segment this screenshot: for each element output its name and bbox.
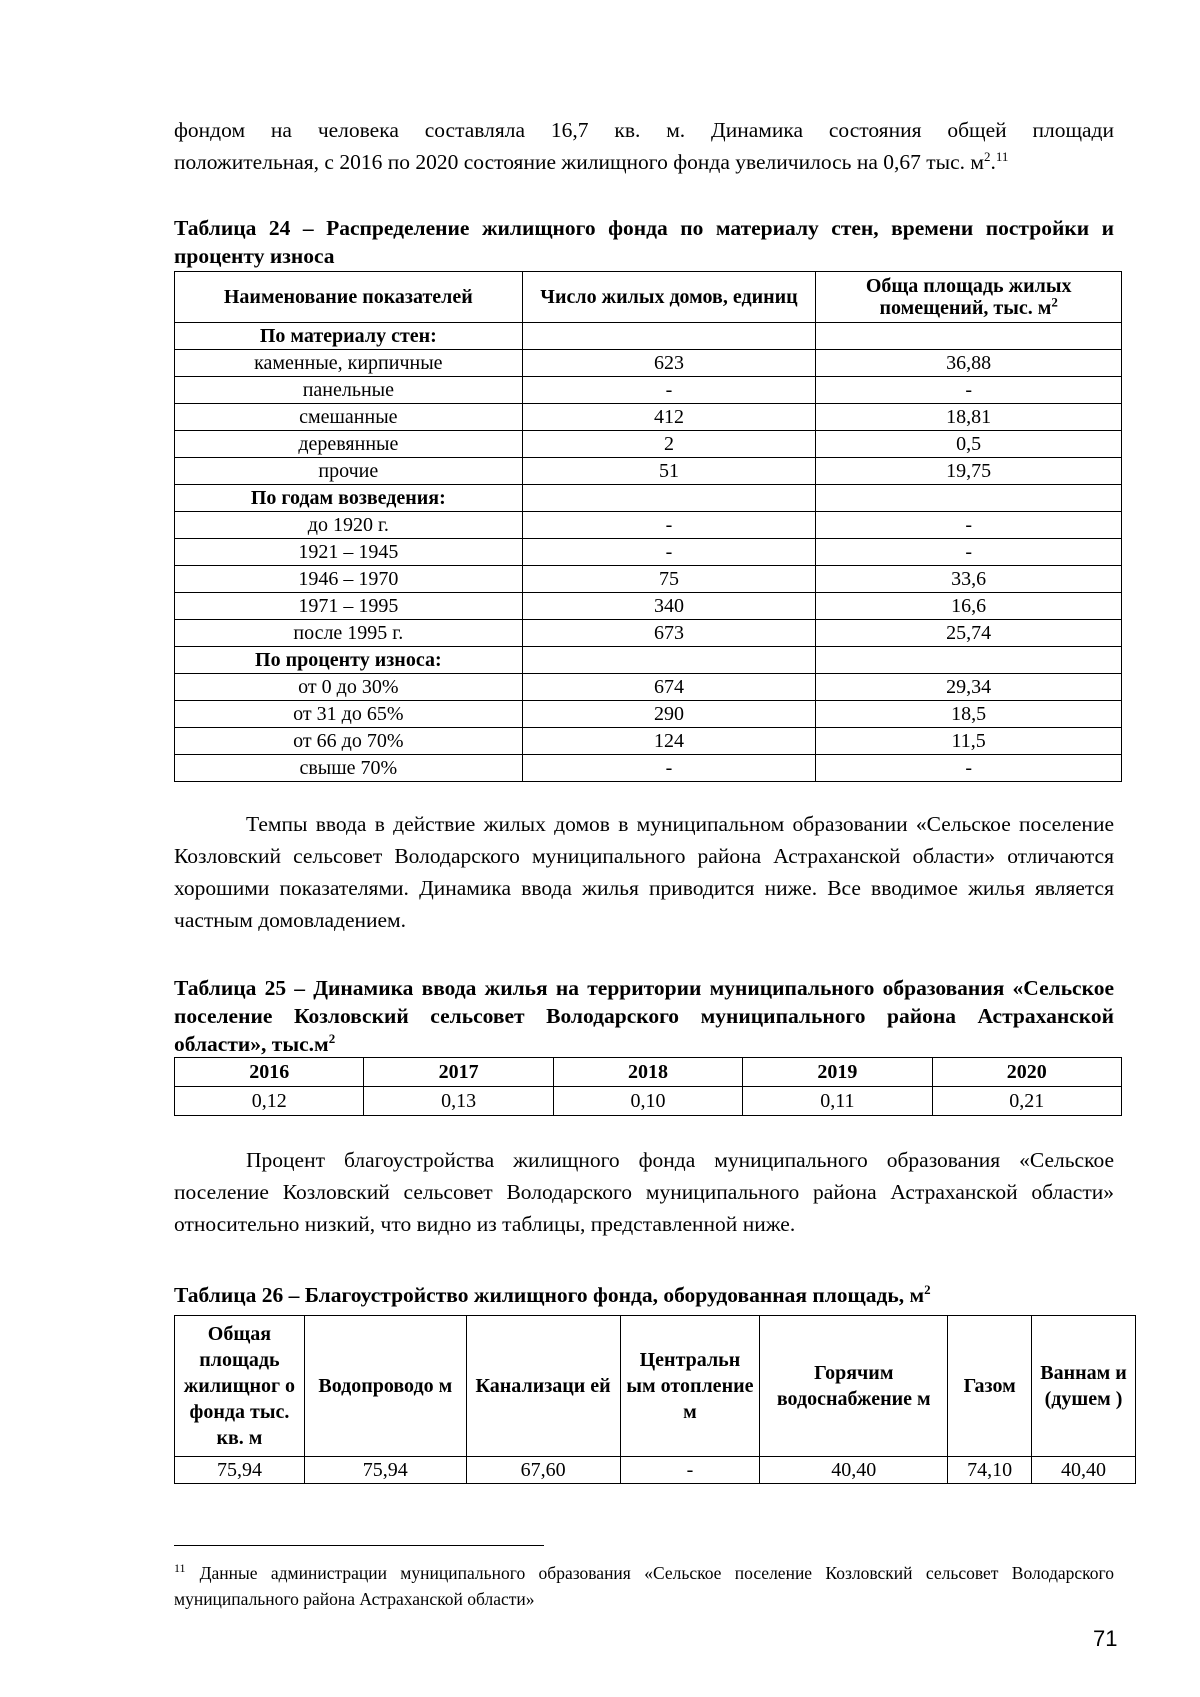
table24-cell-label: панельные — [175, 377, 523, 404]
table24-cell-label: от 0 до 30% — [175, 674, 523, 701]
table24-cell-area: 11,5 — [816, 728, 1122, 755]
table26-header: Центральн ым отопление м — [620, 1316, 760, 1457]
table24-header-count: Число жилых домов, единиц — [522, 272, 816, 323]
table24-cell-label: деревянные — [175, 431, 523, 458]
footnote-ref[interactable]: 11 — [995, 148, 1009, 164]
intro-line-2-text: положительная, с 2016 по 2020 состояние жилищного фонда увеличилось на 0,67 тыс. м — [174, 150, 985, 174]
table24-cell-count: 673 — [522, 620, 816, 647]
footnote-separator — [174, 1545, 544, 1546]
table24-cell-area: - — [816, 539, 1122, 566]
table24-cell-count: - — [522, 512, 816, 539]
table24-cell-label: 1921 – 1945 — [175, 539, 523, 566]
superscript: 2 — [1051, 294, 1058, 310]
paragraph-housing-input: Темпы ввода в действие жилых домов в муниципальном образовании «Сельское поселение Козловский сельсовет Володарского муниципального района Астраханской области» отличаются хорошими показателями. Динамика ввода жилья приводится ниже. Все вводимое жилья является частным домовладением. — [174, 812, 1114, 932]
footnote-text: Данные администрации муниципального образования «Сельское поселение Козловский сельсовет Володарского муниципального района Астраханской области» — [174, 1563, 1114, 1609]
table24-row — [175, 539, 1122, 566]
table24-header-row — [175, 272, 1122, 323]
table26 — [174, 1315, 1136, 1484]
superscript: 2 — [984, 148, 991, 164]
table26-value-row — [175, 1457, 1136, 1484]
table26-header: Канализаци ей — [466, 1316, 620, 1457]
table24-group-row — [175, 485, 1122, 512]
table24-row — [175, 755, 1122, 782]
table24-cell-area — [816, 485, 1122, 512]
table24-cell-label: 1946 – 1970 — [175, 566, 523, 593]
table26-value: 40,40 — [760, 1457, 948, 1484]
intro-dot: . — [990, 150, 996, 174]
table24-cell-count: - — [522, 377, 816, 404]
table24-cell-label: По годам возведения: — [175, 485, 523, 512]
table24-cell-label: прочие — [175, 458, 523, 485]
table24-cell-label: каменные, кирпичные — [175, 350, 523, 377]
table25-value: 0,13 — [364, 1087, 553, 1116]
table24-cell-area: - — [816, 377, 1122, 404]
table24-header-area-text: Обща площадь жилых помещений, тыс. м — [865, 275, 1072, 319]
table24-header-name: Наименование показателей — [175, 272, 523, 323]
table24 — [174, 271, 1122, 782]
page-number: 71 — [1093, 1626, 1118, 1651]
table24-row — [175, 701, 1122, 728]
intro-paragraph — [174, 114, 1114, 178]
superscript: 2 — [328, 1030, 336, 1046]
table24-cell-area: 29,34 — [816, 674, 1122, 701]
table25-year: 2019 — [743, 1058, 932, 1087]
table24-cell-label: от 66 до 70% — [175, 728, 523, 755]
table24-group-row — [175, 647, 1122, 674]
table24-cell-count: 623 — [522, 350, 816, 377]
footnote — [174, 1560, 1114, 1612]
table24-cell-area: 16,6 — [816, 593, 1122, 620]
table26-header: Водопроводо м — [304, 1316, 466, 1457]
table24-cell-area: - — [816, 755, 1122, 782]
table24-cell-label: По материалу стен: — [175, 323, 523, 350]
table24-cell-count — [522, 485, 816, 512]
table24-cell-area: - — [816, 512, 1122, 539]
table24-row — [175, 350, 1122, 377]
table24-cell-label: По проценту износа: — [175, 647, 523, 674]
table24-cell-count — [522, 647, 816, 674]
table25-value: 0,10 — [553, 1087, 742, 1116]
intro-line-2 — [174, 146, 1114, 178]
table24-cell-label: 1971 – 1995 — [175, 593, 523, 620]
table24-row — [175, 404, 1122, 431]
table24-cell-area: 33,6 — [816, 566, 1122, 593]
table24-body — [175, 323, 1122, 782]
table24-row — [175, 674, 1122, 701]
table25-year: 2018 — [553, 1058, 742, 1087]
table25-caption-text: Таблица 25 – Динамика ввода жилья на территории муниципального образования «Сельское поселение Козловский сельсовет Володарского муниципального района Астраханской области», тыс.м — [174, 976, 1114, 1056]
table24-cell-label: смешанные — [175, 404, 523, 431]
table26-caption — [174, 1281, 1114, 1309]
table26-value: - — [620, 1457, 760, 1484]
table25 — [174, 1057, 1122, 1116]
table26-value: 75,94 — [304, 1457, 466, 1484]
table24-cell-count: 340 — [522, 593, 816, 620]
table25-value: 0,12 — [175, 1087, 364, 1116]
table26-header-row — [175, 1316, 1136, 1457]
table24-cell-count: 412 — [522, 404, 816, 431]
table24-cell-count: 290 — [522, 701, 816, 728]
table26-header: Газом — [948, 1316, 1032, 1457]
table24-row — [175, 458, 1122, 485]
table26-value: 75,94 — [175, 1457, 305, 1484]
superscript: 2 — [924, 1281, 931, 1297]
table24-cell-count — [522, 323, 816, 350]
table25-year: 2020 — [932, 1058, 1121, 1087]
table24-cell-area: 19,75 — [816, 458, 1122, 485]
table26-value: 67,60 — [466, 1457, 620, 1484]
table26-caption-text: Таблица 26 – Благоустройство жилищного фонда, оборудованная площадь, м — [174, 1283, 925, 1307]
table24-cell-count: - — [522, 755, 816, 782]
table25-year: 2017 — [364, 1058, 553, 1087]
table24-row — [175, 431, 1122, 458]
table24-cell-area — [816, 323, 1122, 350]
table24-cell-area — [816, 647, 1122, 674]
table24-row — [175, 620, 1122, 647]
table24-cell-area: 36,88 — [816, 350, 1122, 377]
table24-cell-count: 51 — [522, 458, 816, 485]
table26-value: 40,40 — [1032, 1457, 1136, 1484]
table26-value: 74,10 — [948, 1457, 1032, 1484]
table24-group-row — [175, 323, 1122, 350]
table25-header-row — [175, 1058, 1122, 1087]
table24-cell-area: 25,74 — [816, 620, 1122, 647]
table25-value: 0,21 — [932, 1087, 1121, 1116]
table25-value-row — [175, 1087, 1122, 1116]
table25-caption — [174, 974, 1114, 1058]
table24-cell-label: свыше 70% — [175, 755, 523, 782]
paragraph-improvement: Процент благоустройства жилищного фонда муниципального образования «Сельское поселение Козловский сельсовет Володарского муниципального района Астраханской области» относительно низкий, что видно из таблицы, представленной ниже. — [174, 1148, 1114, 1236]
table24-cell-count: 674 — [522, 674, 816, 701]
table25-value: 0,11 — [743, 1087, 932, 1116]
table24-row — [175, 512, 1122, 539]
table24-cell-count: 2 — [522, 431, 816, 458]
table24-row — [175, 593, 1122, 620]
table24-row — [175, 728, 1122, 755]
table24-cell-label: от 31 до 65% — [175, 701, 523, 728]
table24-cell-count: 75 — [522, 566, 816, 593]
table25-year: 2016 — [175, 1058, 364, 1087]
table24-cell-area: 0,5 — [816, 431, 1122, 458]
table24-row — [175, 566, 1122, 593]
footnote-number: 11 — [174, 1561, 186, 1576]
intro-line-1: фондом на человека составляла 16,7 кв. м. Динамика состояния общей площади — [174, 118, 1114, 142]
table24-cell-area: 18,81 — [816, 404, 1122, 431]
table24-row — [175, 377, 1122, 404]
table26-header: Ваннам и (душем ) — [1032, 1316, 1136, 1457]
table24-cell-label: после 1995 г. — [175, 620, 523, 647]
table24-cell-count: 124 — [522, 728, 816, 755]
table24-caption: Таблица 24 – Распределение жилищного фонда по материалу стен, времени постройки и проценту износа — [174, 216, 1114, 268]
table26-header: Горячим водоснабжение м — [760, 1316, 948, 1457]
table24-cell-label: до 1920 г. — [175, 512, 523, 539]
table24-header-area — [816, 272, 1122, 323]
table26-header: Общая площадь жилищног о фонда тыс. кв. м — [175, 1316, 305, 1457]
table24-cell-area: 18,5 — [816, 701, 1122, 728]
table24-cell-count: - — [522, 539, 816, 566]
